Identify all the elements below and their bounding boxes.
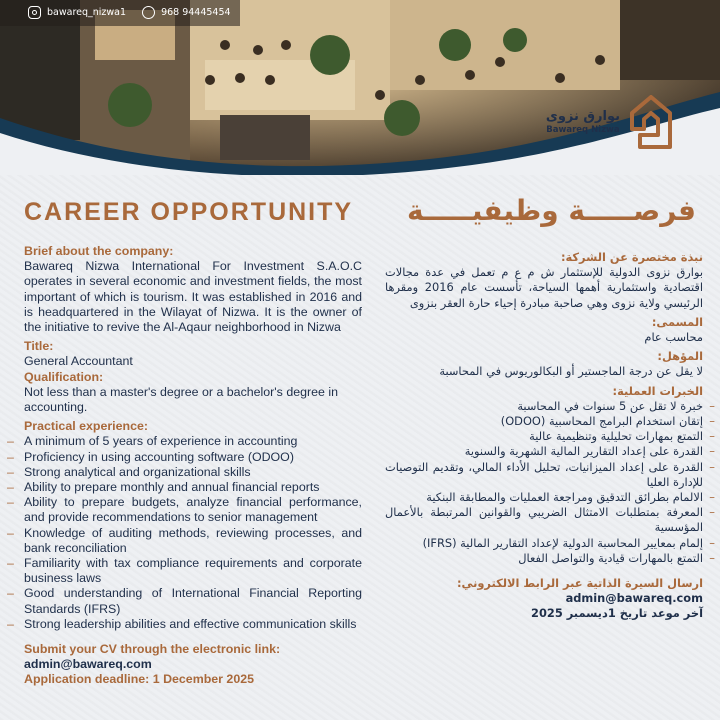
title-heading-en: Title: bbox=[24, 339, 54, 354]
instagram-handle[interactable]: bawareq_nizwa1 bbox=[47, 7, 127, 18]
whatsapp-number[interactable]: 968 94445454 bbox=[161, 7, 231, 18]
experience-heading-en: Practical experience: bbox=[24, 419, 148, 434]
list-item: – Strong leadership abilities and effective communication skills bbox=[24, 617, 362, 632]
list-item: – التمتع بمهارات تحليلية وتنظيمية عالية bbox=[385, 429, 703, 444]
company-text-ar: بوارق نزوى الدولية للإستثمار ش م ع م تعمل في عدة مجالات اقتصادية واستثمارية أهمها السياحة، تأسست عام 2016 ومقرها الرئيسي ولاية نزوى وهي صاحبة مبادرة إحياء حارة العقر بنزوى bbox=[385, 265, 703, 310]
whatsapp-icon bbox=[142, 6, 155, 19]
list-item: – الالمام بطرائق التدقيق ومراجعة العمليات والمطابقة البنكية bbox=[385, 490, 703, 505]
company-heading-ar: نبذة مختصرة عن الشركة: bbox=[560, 250, 703, 264]
title-value-en: General Accountant bbox=[24, 354, 133, 369]
logo-name-en: Bawareq Nizwa bbox=[546, 125, 620, 135]
list-item: – Strong analytical and organizational skills bbox=[24, 465, 362, 480]
list-item: – Knowledge of auditing methods, reviewing processes, and bank reconciliation bbox=[24, 526, 362, 556]
title-value-ar: محاسب عام bbox=[644, 330, 703, 345]
company-logo bbox=[546, 95, 672, 149]
deadline-ar: آخر موعد تاريخ 1ديسمبر 2025 bbox=[531, 606, 703, 621]
email-link-ar[interactable]: admin@bawareq.com bbox=[565, 591, 703, 606]
qualification-heading-en: Qualification: bbox=[24, 369, 104, 384]
instagram-icon bbox=[28, 6, 41, 19]
list-item: – A minimum of 5 years of experience in accounting bbox=[24, 434, 362, 449]
qualification-value-en: Not less than a master's degree or a bachelor's degree in accounting. bbox=[24, 384, 338, 415]
logo-name-ar: بوارق نزوى bbox=[545, 109, 620, 124]
submit-text-en: Submit your CV through the electronic link: bbox=[24, 642, 281, 657]
list-item: – Proficiency in using accounting software (ODOO) bbox=[24, 450, 362, 465]
title-heading-ar: المسمى: bbox=[651, 314, 703, 329]
list-item: – القدرة على إعداد التقارير المالية الشهرية والسنوية bbox=[385, 444, 703, 459]
english-column bbox=[24, 244, 362, 688]
social-links bbox=[28, 6, 231, 19]
list-item: – التمتع بالمهارات قيادية والتواصل الفعال bbox=[385, 551, 703, 566]
list-item: – إتقان استخدام البرامج المحاسبية (ODOO) bbox=[385, 414, 703, 429]
company-text-en: Bawareq Nizwa International For Investment S.A.O.C operates in several economic and investment fields, the most important of which is tourism. It was established in 2016 and is headquartered in the Wilayat of Nizwa. It is the owner of the initiative to revive the Al-Aqaur neighborhood in Nizwa bbox=[24, 259, 362, 335]
list-item: – خبرة لا تقل عن 5 سنوات في المحاسبة bbox=[385, 399, 703, 414]
company-heading-en: Brief about the company: bbox=[24, 244, 174, 258]
list-item: – Good understanding of International Financial Reporting Standards (IFRS) bbox=[24, 586, 362, 616]
title-arabic: فرصـــــة وظيفيـــــة bbox=[406, 194, 696, 227]
title-english: CAREER OPPORTUNITY bbox=[24, 198, 354, 226]
list-item: – إلمام بمعايير المحاسبة الدولية لإعداد التقارير المالية (IFRS) bbox=[385, 536, 703, 551]
list-item: – المعرفة بمتطلبات الامتثال الضريبي والقوانين المرتبطة بالأعمال المؤسسية bbox=[385, 505, 703, 535]
qualification-heading-ar: المؤهل: bbox=[657, 349, 703, 364]
qualification-value-ar: لا يقل عن درجة الماجستير أو البكالوريوس في المحاسبة bbox=[439, 364, 703, 379]
arabic-column bbox=[385, 250, 703, 622]
experience-heading-ar: الخبرات العملية: bbox=[612, 383, 703, 398]
list-item: – Ability to prepare monthly and annual financial reports bbox=[24, 480, 362, 495]
submit-text-ar: ارسال السيرة الذاتية عبر الرابط الالكتروني: bbox=[456, 576, 703, 591]
deadline-en: Application deadline: 1 December 2025 bbox=[24, 672, 254, 687]
list-item: – Ability to prepare budgets, analyze financial performance, and provide recommendations to senior management bbox=[24, 495, 362, 525]
headline bbox=[0, 194, 720, 232]
list-item: – Familiarity with tax compliance requirements and corporate business laws bbox=[24, 556, 362, 586]
logo-mark-icon bbox=[630, 95, 672, 149]
list-item: – القدرة على إعداد الميزانيات، تحليل الأداء المالي، وتقديم التوصيات للإدارة العليا bbox=[385, 460, 703, 490]
email-link-en[interactable]: admin@bawareq.com bbox=[24, 657, 152, 672]
experience-list-en bbox=[24, 434, 362, 632]
experience-list-ar bbox=[385, 399, 703, 566]
